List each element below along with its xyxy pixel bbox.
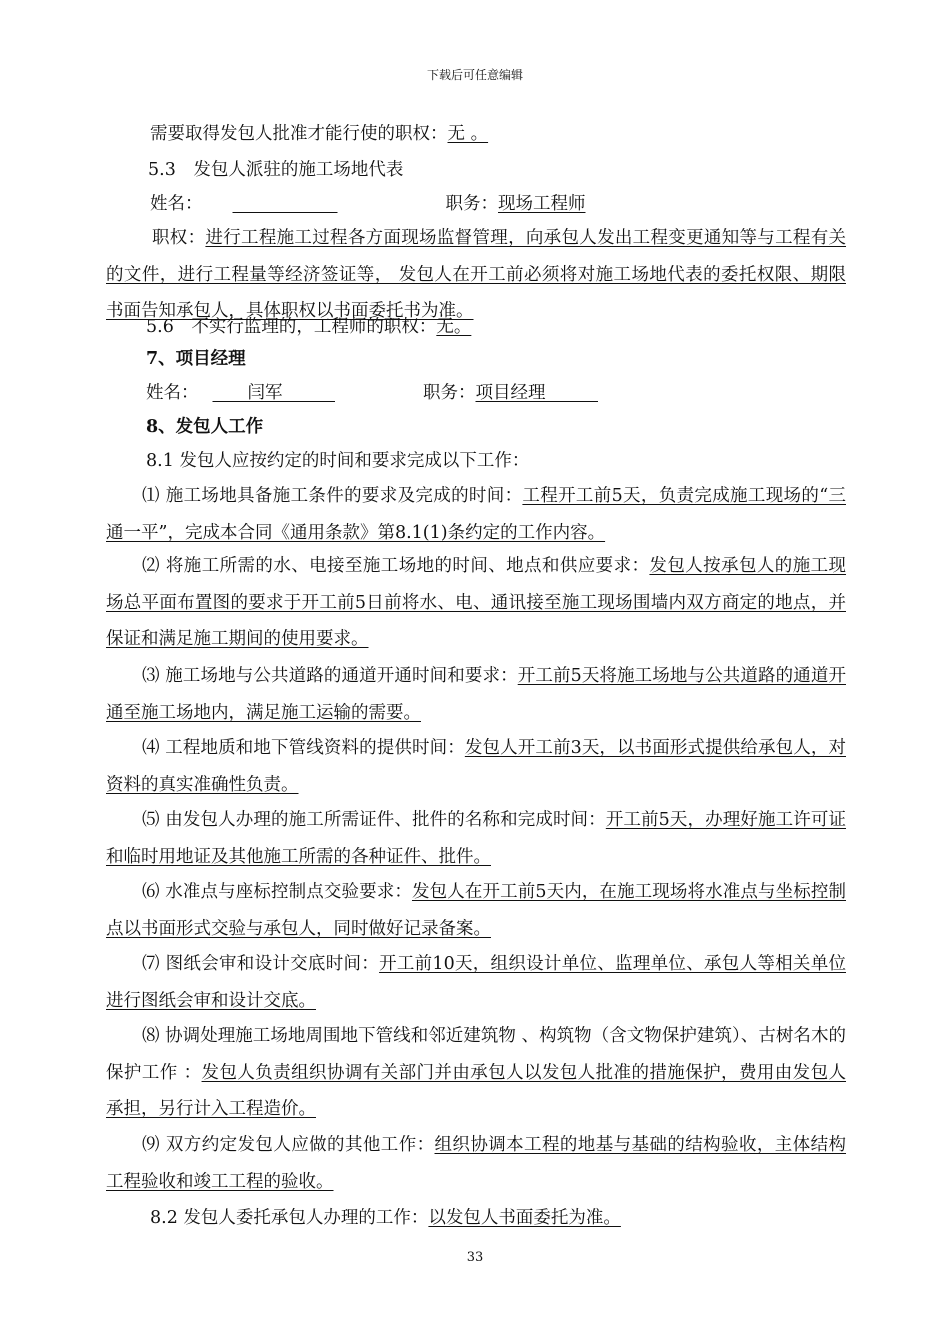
item-label: ⑶ 施工场地与公共道路的通道开通时间和要求：	[142, 666, 518, 686]
authority-label: 职权：	[152, 228, 206, 248]
item-value: 开工前5天，办理好施工许可证和临时用地证及其他施工所需的各种证件、批件。	[106, 810, 847, 867]
item-label: ⑴ 施工场地具备施工条件的要求及完成的时间：	[142, 486, 523, 506]
authority-value: 无 。	[447, 124, 489, 144]
item-7	[106, 946, 846, 1019]
item-8	[106, 1018, 846, 1128]
pm-line	[146, 379, 886, 407]
item-2	[106, 548, 846, 658]
title-label: 职务：	[423, 383, 476, 403]
heading-project-manager: 7、项目经理	[146, 349, 246, 369]
item-label: ⑵ 将施工所需的水、电接至施工场地的时间、地点和供应要求：	[142, 556, 650, 576]
site-rep-line	[150, 190, 890, 218]
authority-label: 需要取得发包人批准才能行使的职权：	[150, 124, 448, 144]
item-1	[106, 478, 846, 551]
section-8-2	[150, 1204, 890, 1232]
section-5-6-value: 无。	[436, 317, 472, 337]
name-label: 姓名：	[150, 194, 203, 214]
item-value: 发包人按承包人的施工现场总平面布置图的要求于开工前5日前将水、电、通讯接至施工现场围墙内双方商定的地点，并保证和满足施工期间的使用要求。	[106, 556, 847, 649]
item-5	[106, 802, 846, 875]
item-label: ⑸ 由发包人办理的施工所需证件、批件的名称和完成时间：	[142, 810, 606, 830]
section-8-2-label: 8.2 发包人委托承包人办理的工作：	[150, 1208, 429, 1228]
name-label: 姓名：	[146, 383, 199, 403]
item-4	[106, 730, 846, 803]
title-value: 项目经理	[475, 383, 598, 403]
item-label: ⑼ 双方约定发包人应做的其他工作：	[142, 1135, 435, 1155]
item-value: 发包人负责组织协调有关部门并由承包人以发包人批准的措施保护，费用由发包人承担，另行计入工程造价。	[106, 1062, 847, 1119]
section-8-1: 8.1 发包人应按约定的时间和要求完成以下工作：	[146, 451, 530, 471]
item-value: 组织协调本工程的地基与基础的结构验收，主体结构工程验收和竣工工程的验收。	[106, 1135, 847, 1192]
item-label: ⑷ 工程地质和地下管线资料的提供时间：	[142, 738, 465, 758]
name-value: 闫军	[212, 383, 335, 403]
item-3	[106, 658, 846, 731]
title-label: 职务：	[445, 194, 498, 214]
page-header: 下载后可任意编辑	[426, 68, 523, 82]
name-value	[233, 194, 338, 214]
item-6	[106, 874, 846, 947]
item-value: 工程开工前5天，负责完成施工现场的“三通一平”，完成本合同《通用条款》第8.1(1)条约定的工作内容。	[106, 486, 846, 543]
item-label: ⑹ 水准点与座标控制点交验要求：	[142, 882, 412, 902]
item-label: ⑻ 协调处理施工场地周围地下管线和邻近建筑物 、构筑物（含文物保护建筑）、古树名木的保护工作 ：	[106, 1026, 846, 1083]
item-label: ⑺ 图纸会审和设计交底时间：	[142, 954, 380, 974]
section-5-6	[146, 313, 886, 341]
heading-employer-work: 8、发包人工作	[146, 417, 264, 437]
item-value: 发包人在开工前5天内，在施工现场将水准点与坐标控制点以书面形式交验与承包人，同时做好记录备案。	[106, 882, 846, 939]
page-number: 33	[466, 1250, 484, 1265]
item-value: 发包人开工前3天，以书面形式提供给承包人，对资料的真实准确性负责。	[106, 738, 846, 795]
section-5-6-label: 5.6 不实行监理的，工程师的职权：	[146, 317, 437, 337]
item-value: 开工前5天将施工场地与公共道路的通道开通至施工场地内，满足施工运输的需要。	[106, 666, 846, 723]
title-value: 现场工程师	[498, 194, 586, 214]
item-value: 开工前10天，组织设计单位、监理单位、承包人等相关单位进行图纸会审和设计交底。	[106, 954, 846, 1011]
item-9	[106, 1127, 846, 1200]
section-5-3: 5.3 发包人派驻的施工场地代表	[148, 160, 404, 180]
section-8-2-value: 以发包人书面委托为准。	[428, 1208, 621, 1228]
authority-value: 进行工程施工过程各方面现场监督管理，向承包人发出工程变更通知等与工程有关的文件，进行工程量等经济签证等， 发包人在开工前必须将对施工场地代表的委托权限、期限书面告知承包人，具体职权以书面委托书为准。	[106, 228, 847, 321]
authority-line	[150, 120, 890, 148]
